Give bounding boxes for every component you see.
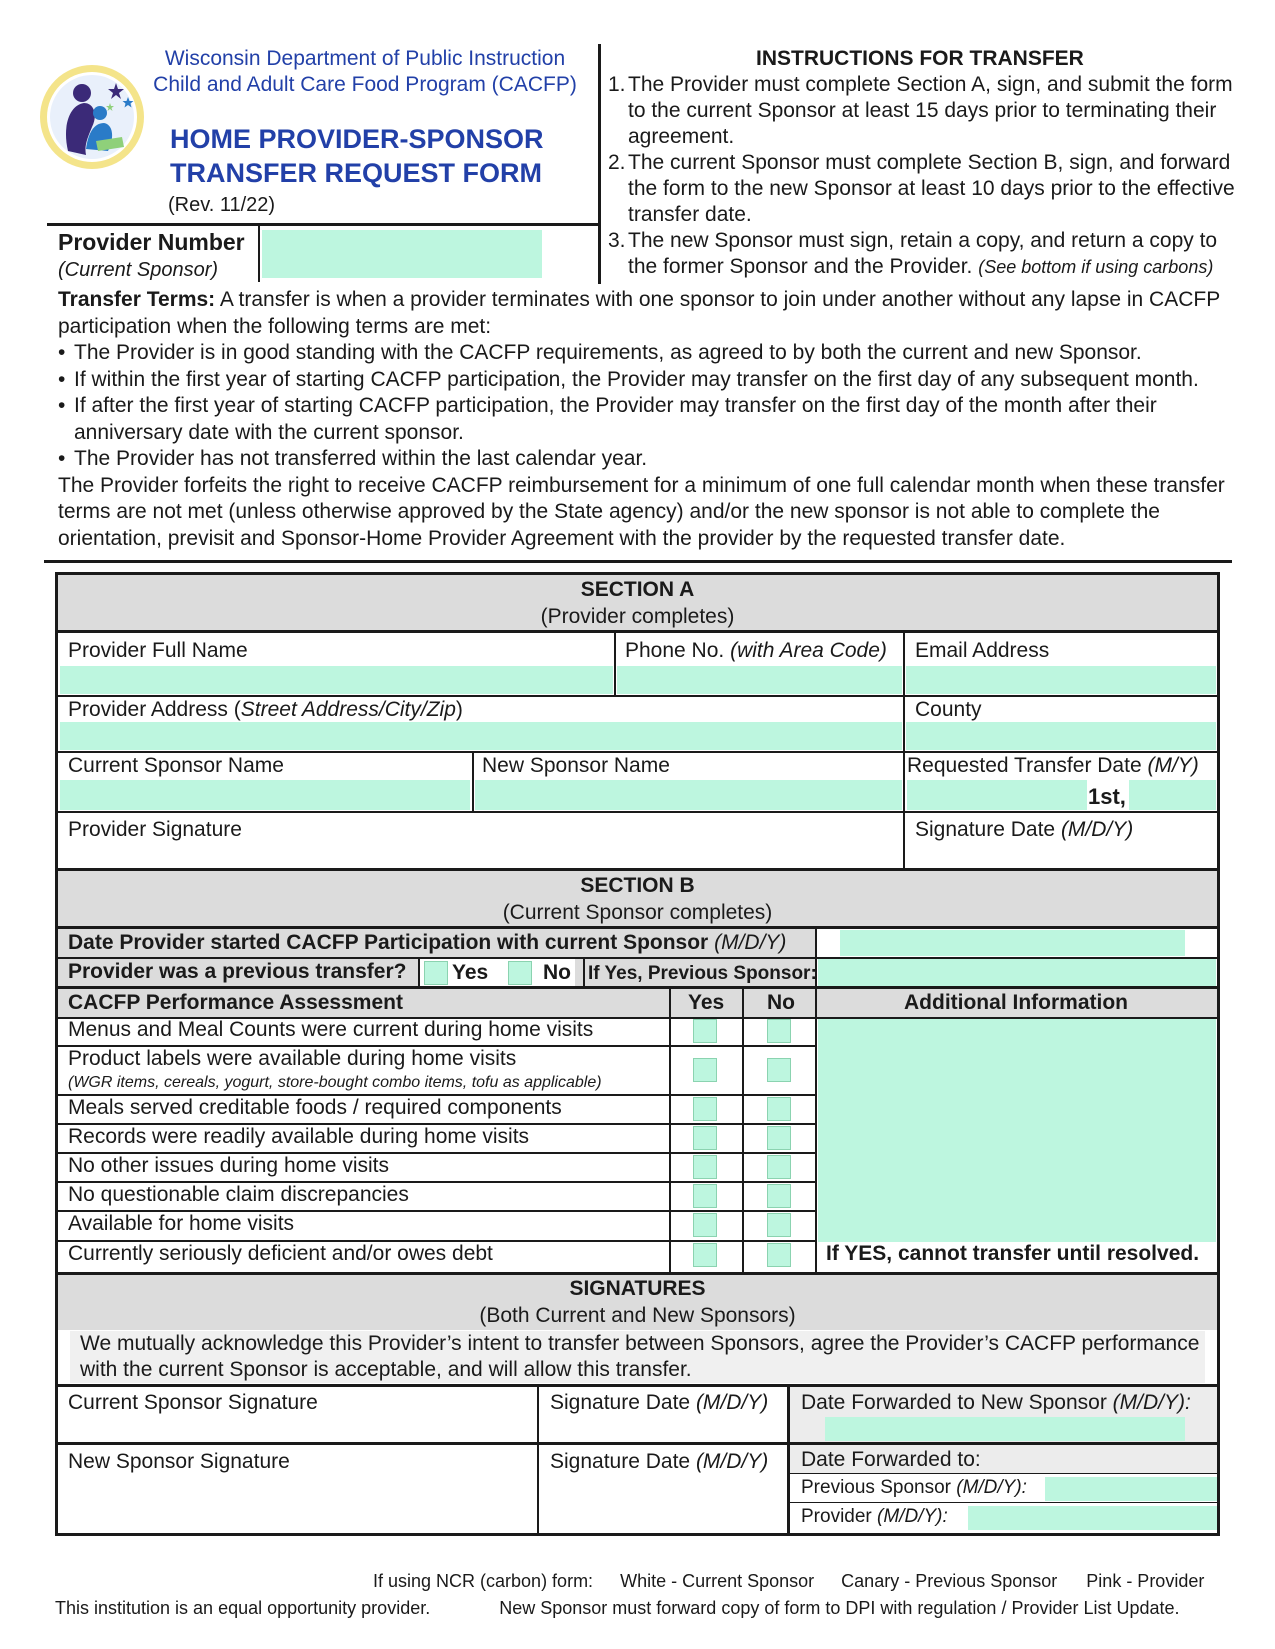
assessment-row [58, 1123, 778, 1153]
terms-lead-bold: Transfer Terms: [58, 288, 216, 311]
agency-line-2: Child and Adult Care Food Program (CACFP) [153, 73, 577, 96]
divider [815, 988, 817, 1275]
labels-yes-checkbox[interactable] [693, 1058, 717, 1082]
assessment-row-text: Records were readily available during home visits [68, 1125, 530, 1148]
section-a-title: SECTION A [580, 578, 695, 601]
provider-signature-date-label [915, 817, 1133, 843]
assessment-row-text: No other issues during home visits [68, 1154, 389, 1177]
assessment-row-text: No questionable claim discrepancies [68, 1183, 409, 1206]
provider-address-note: Street Address/City/Zip [240, 698, 456, 721]
section-b-header [58, 872, 1217, 926]
additional-info-header: Additional Information [904, 991, 1128, 1014]
new-sponsor-signature-label: New Sponsor Signature [68, 1450, 290, 1473]
previous-transfer-label: Provider was a previous transfer? [68, 960, 407, 983]
assessment-row [58, 1152, 778, 1182]
records-yes-checkbox[interactable] [693, 1126, 717, 1150]
date-started-text: Date Provider started CACFP Participation with current Sponsor [68, 931, 709, 954]
instruction-text-wrap [628, 228, 1248, 280]
deficient-no-checkbox[interactable] [767, 1243, 791, 1267]
assessment-header: CACFP Performance Assessment [68, 991, 403, 1014]
transfer-month-field[interactable] [907, 780, 1087, 810]
provider-address-label [68, 697, 463, 723]
provider-number-sublabel: (Current Sponsor) [58, 259, 219, 281]
provider-full-name-label: Provider Full Name [68, 639, 248, 662]
provider-number-field[interactable] [262, 230, 542, 278]
terms-lead [58, 287, 1238, 340]
previous-sponsor-date-label [801, 1476, 1027, 1500]
ncr-pink: Pink - Provider [1086, 1571, 1205, 1591]
agency-name [150, 46, 580, 98]
provider-signature-label: Provider Signature [68, 818, 242, 841]
sig-date-note: (M/D/Y) [695, 1450, 769, 1473]
requested-transfer-date-label [907, 753, 1199, 779]
labels-no-checkbox[interactable] [767, 1058, 791, 1082]
available-no-checkbox[interactable] [767, 1213, 791, 1237]
provider-number-label: Provider Number [58, 229, 245, 255]
provider-address-field[interactable] [60, 722, 902, 750]
terms-bullet: • The Provider is in good standing with the CACFP requirements, as agreed to by both the current and new Sponsor. [58, 340, 1238, 367]
deficient-note: If YES, cannot transfer until resolved. [826, 1242, 1200, 1265]
date-started-note: (M/D/Y) [714, 931, 787, 954]
county-label: County [915, 698, 982, 721]
instruction-text: The Provider must complete Section A, sign, and submit the form to the current Sponsor at least 15 days prior to terminating their agreement. [628, 73, 1233, 148]
header-divider [598, 44, 601, 284]
provider-date-label [801, 1505, 948, 1529]
transfer-day-text: 1st, [1088, 784, 1126, 809]
assessment-row-text: Meals served creditable foods / required components [68, 1096, 562, 1119]
meals-no-checkbox[interactable] [767, 1097, 791, 1121]
available-yes-checkbox[interactable] [693, 1213, 717, 1237]
assessment-row-text: Menus and Meal Counts were current during home visits [68, 1018, 594, 1041]
divider [472, 752, 474, 812]
divider [583, 959, 585, 986]
assessment-row [58, 1094, 778, 1124]
bottom-footer [55, 1597, 1235, 1620]
current-sponsor-name-field[interactable] [60, 780, 470, 810]
agency-line-1: Wisconsin Department of Public Instruction [164, 47, 566, 70]
assessment-row [58, 1240, 778, 1270]
eop-statement: This institution is an equal opportunity provider. [55, 1598, 431, 1618]
ncr-white: White - Current Sponsor [620, 1571, 815, 1591]
forwarded-to-label: Date Forwarded to: [801, 1448, 981, 1471]
divider [790, 1473, 1217, 1474]
assessment-row-subtext: (WGR items, cereals, yogurt, store-bought combo items, tofu as applicable) [68, 1074, 602, 1091]
menus-yes-checkbox[interactable] [693, 1019, 717, 1043]
current-sponsor-signature-label: Current Sponsor Signature [68, 1391, 318, 1414]
form-title-line-2: TRANSFER REQUEST FORM [170, 158, 543, 188]
assessment-yes-header: Yes [688, 991, 725, 1014]
forward-statement: New Sponsor must forward copy of form to DPI with regulation / Provider List Update. [499, 1598, 1180, 1618]
county-field[interactable] [906, 722, 1216, 750]
previous-sponsor-date-field[interactable] [1045, 1477, 1217, 1501]
forwarded-new-text: Date Forwarded to New Sponsor [801, 1391, 1107, 1414]
assessment-row-text: Product labels were available during home visits [68, 1047, 517, 1070]
divider [58, 811, 1217, 813]
transfer-year-field[interactable] [1129, 780, 1216, 810]
date-started-field[interactable] [840, 930, 1185, 956]
sig-date-note: (M/D/Y) [695, 1391, 769, 1414]
records-no-checkbox[interactable] [767, 1126, 791, 1150]
prev-sponsor-text: Previous Sponsor [801, 1477, 951, 1498]
divider [537, 1386, 539, 1533]
terms-rule [44, 560, 1232, 563]
instructions-list [608, 72, 1248, 280]
instruction-item [608, 150, 1248, 228]
terms-forfeit: The Provider forfeits the right to receive CACFP reimbursement for a minimum of one full calendar month when these transfer terms are not met (unless otherwise approved by the State agency) and/or the new sponsor is not able to complete the orientation, previsit and Sponsor-Home Provider Agreement with the provider by the requested transfer date. [58, 473, 1225, 550]
forwarded-new-note: (M/D/Y): [1112, 1391, 1191, 1414]
divider [58, 630, 1217, 633]
terms-lead-text: A transfer is when a provider terminates with one sponsor to join under another without any lapse in CACFP participation when the following terms are met: [58, 288, 1220, 338]
signatures-subtitle: (Both Current and New Sponsors) [479, 1304, 796, 1327]
forwarded-new-sponsor-field[interactable] [825, 1417, 1185, 1441]
ncr-label: If using NCR (carbon) form: [373, 1571, 594, 1591]
ncr-footer [373, 1570, 1233, 1593]
instruction-text: The current Sponsor must complete Section B, sign, and forward the form to the new Sponsor at least 10 days prior to the effective transfer date. [628, 151, 1235, 226]
signatures-title: SIGNATURES [569, 1277, 706, 1300]
new-sponsor-name-field[interactable] [475, 780, 902, 810]
additional-information-field[interactable] [818, 1019, 1216, 1242]
terms-bullet: • If within the first year of starting CACFP participation, the Provider may transfer on the first day of any subsequent month. [58, 367, 1238, 394]
menus-no-checkbox[interactable] [767, 1019, 791, 1043]
assessment-no-header: No [767, 991, 795, 1014]
provider-address-label-text: Provider Address ( [68, 698, 241, 721]
phone-label-text: Phone No. [625, 639, 725, 662]
transfer-terms [58, 287, 1238, 552]
instruction-note: (See bottom if using carbons) [978, 257, 1214, 277]
section-a-subtitle: (Provider completes) [540, 605, 735, 628]
provider-full-name-field[interactable] [60, 666, 613, 694]
email-label: Email Address [915, 639, 1050, 662]
no-issues-yes-checkbox[interactable] [693, 1155, 717, 1179]
sig-date-text: Signature Date [550, 1450, 691, 1473]
previous-sponsor-field[interactable] [818, 959, 1216, 986]
previous-transfer-no-checkbox[interactable] [508, 961, 532, 985]
sig-date-label-text: Signature Date [915, 818, 1056, 841]
previous-sponsor-label: If Yes, Previous Sponsor: [588, 963, 817, 984]
header-rule [47, 223, 600, 226]
phone-field[interactable] [617, 666, 902, 694]
transfer-date-label-text: Requested Transfer Date [907, 754, 1142, 777]
form-title-line-1: HOME PROVIDER-SPONSOR [170, 124, 544, 154]
provider-address-close: ) [455, 698, 463, 721]
assessment-row-text: Available for home visits [68, 1212, 295, 1235]
instruction-number: 1. [608, 73, 626, 96]
date-started-label [68, 930, 786, 956]
previous-transfer-yes-label: Yes [452, 961, 489, 984]
instruction-number: 3. [608, 229, 626, 252]
new-sponsor-name-label: New Sponsor Name [482, 754, 670, 777]
transfer-date-note: (M/Y) [1147, 754, 1199, 777]
previous-transfer-yes-checkbox[interactable] [424, 961, 448, 985]
sig-date-text: Signature Date [550, 1391, 691, 1414]
current-sponsor-name-label: Current Sponsor Name [68, 754, 284, 777]
claims-no-checkbox[interactable] [767, 1184, 791, 1208]
previous-transfer-no-label: No [543, 961, 571, 984]
ncr-canary: Canary - Previous Sponsor [841, 1571, 1058, 1591]
assessment-row [58, 1181, 778, 1211]
provider-date-text: Provider [801, 1506, 872, 1527]
section-b-title: SECTION B [580, 874, 695, 897]
phone-label-note: (with Area Code) [730, 639, 887, 662]
provider-number-divider [258, 226, 260, 282]
assessment-row [58, 1016, 778, 1046]
provider-date-field[interactable] [968, 1506, 1217, 1530]
divider [790, 1502, 1217, 1503]
meals-yes-checkbox[interactable] [693, 1097, 717, 1121]
revision-label: (Rev. 11/22) [168, 194, 276, 216]
terms-bullet: • If after the first year of starting CACFP participation, the Provider may transfer on the first day of the month after their anniversary date with the current sponsor. [58, 393, 1238, 446]
deficient-yes-checkbox[interactable] [693, 1243, 717, 1267]
email-field[interactable] [906, 666, 1216, 694]
instruction-item [608, 72, 1248, 150]
divider [614, 632, 616, 696]
terms-bullets [58, 340, 1238, 473]
prev-sponsor-note: (M/D/Y): [956, 1477, 1027, 1498]
cacfp-logo-icon [38, 63, 146, 171]
instructions-title: INSTRUCTIONS FOR TRANSFER [756, 47, 1084, 70]
form-title [170, 122, 544, 190]
new-sponsor-sig-date-label [550, 1449, 768, 1475]
assessment-row [58, 1045, 778, 1095]
assessment-row-text: Currently seriously deficient and/or owes debt [68, 1242, 493, 1265]
forwarded-new-sponsor-label [801, 1390, 1191, 1416]
assessment-row [58, 1210, 778, 1240]
provider-date-note: (M/D/Y): [877, 1506, 948, 1527]
no-issues-no-checkbox[interactable] [767, 1155, 791, 1179]
instruction-number: 2. [608, 151, 626, 174]
terms-bullet: • The Provider has not transferred within the last calendar year. [58, 446, 1238, 473]
phone-label [625, 638, 887, 664]
current-sponsor-sig-date-label [550, 1390, 768, 1416]
instruction-item [608, 228, 1248, 280]
acknowledgement-text: We mutually acknowledge this Provider’s intent to transfer between Sponsors, agree the Provider’s CACFP performance with the current Sponsor is acceptable, and will allow this transfer. [80, 1332, 1200, 1381]
instruction-text: The new Sponsor must sign, retain a copy, and return a copy to the former Sponsor and the Provider. [628, 229, 1218, 278]
section-b-subtitle: (Current Sponsor completes) [502, 901, 773, 924]
sig-date-note: (M/D/Y) [1060, 818, 1134, 841]
signatures-header [58, 1275, 1217, 1329]
claims-yes-checkbox[interactable] [693, 1184, 717, 1208]
section-a-header [58, 576, 1217, 630]
